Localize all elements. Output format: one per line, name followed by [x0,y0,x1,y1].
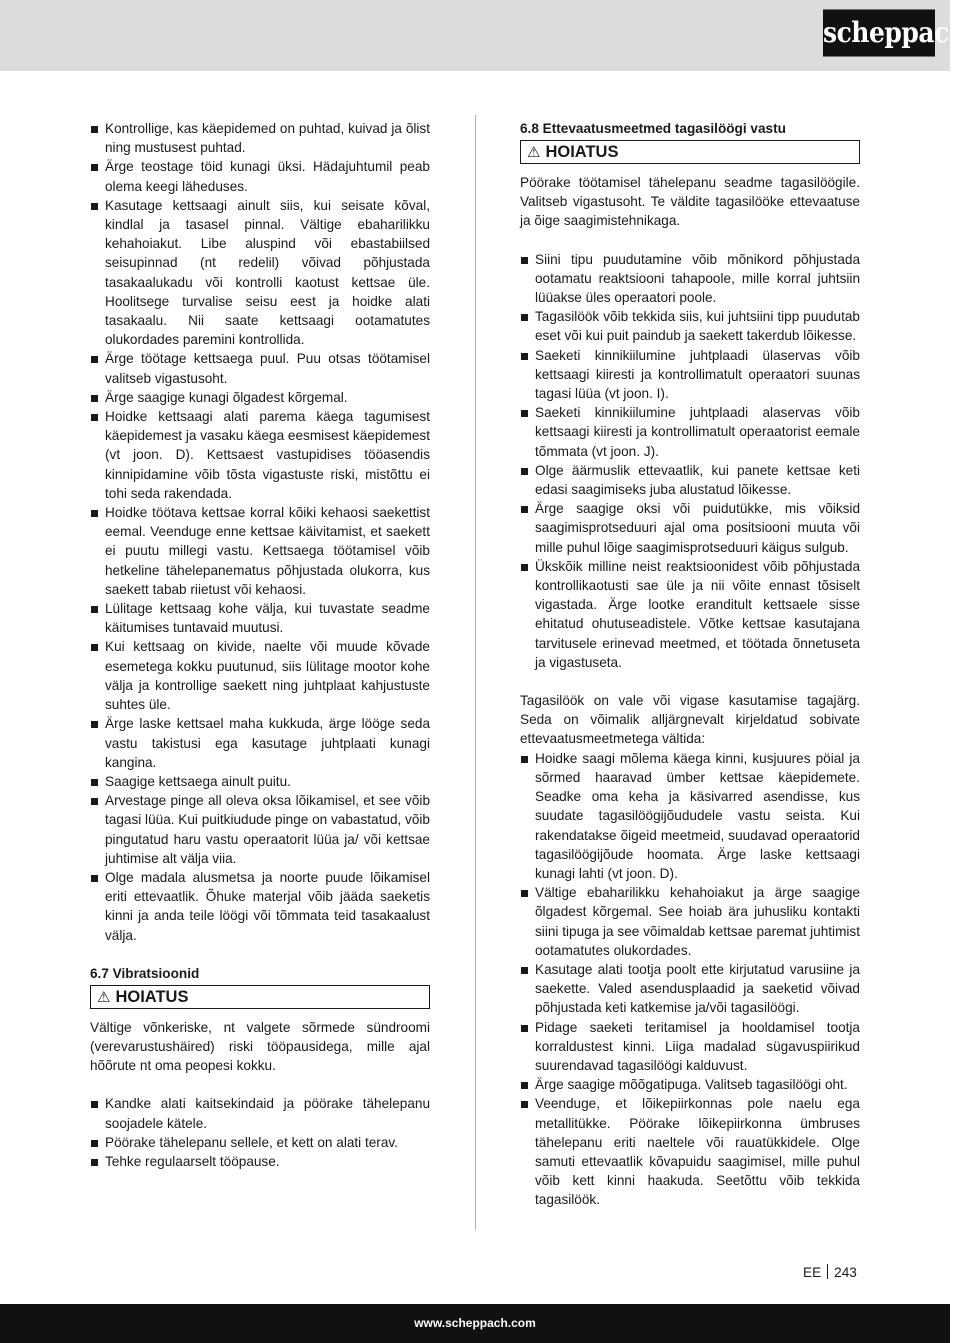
list-item: Olge madala alusmetsa ja noorte puude lõikamisel eriti ettevaatlik. Õhuke materjal võib jääda saeketis kinni ja anda teile löögi või tõmmata teid tasakaalust välja. [90,868,430,945]
warning-box [520,140,860,164]
kickback-causes-list [520,250,860,672]
footer-bar [0,1304,950,1343]
warning-text: Pöörake töötamisel tähelepanu seadme tagasilöögile. Valitseb vigastusoht. Te väldite tagasilööke ettevaatuse ja õige saagimistehnikaga. [520,175,860,229]
page-number-value: 243 [834,1265,857,1280]
section-title-kickback: 6.8 Ettevaatusmeetmed tagasilöögi vastu [520,121,786,136]
list-item: Ärge saagige mõõgatipuga. Valitseb tagasilöögi oht. [520,1075,860,1094]
page-number [803,1264,857,1280]
list-item: Hoidke kettsaagi alati parema käega tagumisest käepidemest ja vasaku käega eesmisest käepidemest (vt joon. D). Kettsaest vastupidises tööasendis kinnipidamine võib tõsta vigastuste riski, mistõttu ei tohi seda rakendada. [90,407,430,503]
list-item: Kasutage alati tootja poolt ette kirjutatud varusiine ja saekette. Valed asendusplaadid ja saeketid võivad põhjustada keti katkemise ja/või tagasilöögi. [520,960,860,1018]
list-item: Saeketi kinnikiilumine juhtplaadi alaservas võib kettsaagi kiiresti ja kontrollimatult operaatorist eemale tõmmata (vt joon. J). [520,403,860,461]
list-item: Ärge teostage töid kunagi üksi. Hädajuhtumil peab olema keegi läheduses. [90,157,430,195]
header-bar [0,0,966,71]
warning-label: HOIATUS [545,143,619,161]
list-item: Pidage saeketi teritamisel ja hooldamisel tootja korraldustest kinni. Liiga madalad sügavuspiirikud suurendavad tagasilöögi kalduvust. [520,1018,860,1076]
warning-triangle-icon: ⚠ [97,988,111,1006]
warning-box [90,985,430,1009]
list-item: Olge äärmuslik ettevaatlik, kui panete kettsae keti edasi saagimiseks juba alustatud lõikesse. [520,461,860,499]
safety-list-left [90,119,430,945]
list-item: Vältige ebaharilikku kehahoiakut ja ärge saagige õlgadest kõrgemal. See hoiab ära juhusliku kontakti siini tipuga ja see võimaldab kettsae paremat juhtimist ootamatutes olukordades. [520,883,860,960]
left-column [90,119,430,1171]
list-item: Lülitage kettsaag kohe välja, kui tuvastate seadme käitumises tuntavaid muutusi. [90,599,430,637]
right-column [520,119,860,1210]
language-code: EE [803,1265,822,1280]
list-item: Kui kettsaag on kivide, naelte või muude kõvade esemetega kokku puutunud, siis lülitage mootor kohe välja ja kontrollige saekett ning juhtplaat kahjustuste suhtes üle. [90,637,430,714]
vibration-list [90,1094,430,1171]
list-item: Tehke regulaarselt tööpause. [90,1152,430,1171]
warning-text: Vältige võnkeriske, nt valgete sõrmede sündroomi (verevarustushäired) riski tööpausidega, mille ajal hõõrute nt oma peopesi kokku. [90,1019,430,1074]
kickback-paragraph: Tagasilöök on vale või vigase kasutamise tagajärg. Seda on võimalik alljärgnevalt kirjeldatud sobivate ettevaatusmeetmetega vältida: [520,693,860,747]
section-title-vibrations: 6.7 Vibratsioonid [90,965,200,981]
list-item: Ärge laske kettsael maha kukkuda, ärge lööge seda vastu takistusi ega kasutage juhtplaati kunagi kangina. [90,714,430,772]
list-item: Ärge saagige kunagi õlgadest kõrgemal. [90,388,430,407]
list-item: Pöörake tähelepanu sellele, et kett on alati terav. [90,1133,430,1152]
warning-triangle-icon: ⚠ [527,144,541,161]
list-item: Kasutage kettsaagi ainult siis, kui seisate kõval, kindlal ja tasasel pinnal. Vältige ebaharilikku kehahoiakut. Libe aluspind või ebastabiilsed seisupinnad (nt redelil) võivad põhjustada tasakaalukadu või kontrolli kaotust kettsae üle. Hoolitsege turvalise seisu eest ja hoidke alati tasakaalu. Nii saate kettsaagi ootamatutes olukordades paremini kontrollida. [90,196,430,350]
list-item: Kandke alati kaitsekindaid ja pöörake tähelepanu soojadele kätele. [90,1094,430,1132]
list-item: Tagasilöök võib tekkida siis, kui juhtsiini tipp puudutab eset või kui puit paindub ja saekett takerdub lõikesse. [520,307,860,345]
column-divider [475,115,476,1230]
list-item: Saeketi kinnikiilumine juhtplaadi ülaservas võib kettsaagi kiiresti ja kontrollimatult operaatori suunas tagasi lüüa (vt joon. I). [520,346,860,404]
scheppach-logo: scheppach [823,9,935,56]
list-item: Hoidke töötava kettsae korral kõiki kehaosi saekettist eemal. Veenduge enne kettsae käivitamist, et saekett ei puutu millegi vastu. Kettsaega töötamisel võib hetkeline tähelepanematus põhjustada olukorra, kus saekett tabab riietust või kehaosi. [90,503,430,599]
list-item: Siini tipu puudutamine võib mõnikord põhjustada ootamatu reaktsiooni tahapoole, mille korral juhtsiin lüüakse üles operaatori poole. [520,250,860,308]
list-item: Kontrollige, kas käepidemed on puhtad, kuivad ja õlist ning mustusest puhtad. [90,119,430,157]
list-item: Arvestage pinge all oleva oksa lõikamisel, et see võib tagasi lüüa. Kui puitkiudude pinge on vabastatud, võib pingutatud haru vastu operaatorit lüüa ja/ või kettsae juhtimise alt välja viia. [90,791,430,868]
list-item: Saagige kettsaega ainult puitu. [90,772,430,791]
list-item: Hoidke saagi mõlema käega kinni, kusjuures pöial ja sõrmed haaravad ümber kettsae käepidemete. Seadke oma keha ja käsivarred asendisse, kus suudate tagasilöögijõududele vastu seista. Kui rakendatakse õigeid meetmeid, suudavad operaatorid tagasilöögijõude hoomata. Ärge laske kettsaagi kunagi lahti (vt joon. D). [520,749,860,883]
list-item: Ükskõik milline neist reaktsioonidest võib põhjustada kontrollikaotusti sae üle ja nii võite ennast tõsiselt vigastada. Ärge lootke eranditult kettsaele sisse ehitatud ohutuseadistele. Võtke kettsae kasutajana tarvitusele erinevad meetmed, et töötada õnnetuseta ja vigastuseta. [520,557,860,672]
footer-url[interactable]: www.scheppach.com [414,1316,536,1330]
kickback-prevention-list [520,749,860,1210]
list-item: Veenduge, et lõikepiirkonnas pole naelu ega metallitükke. Pöörake lõikepiirkonna ümbruses tähelepanu eriti naeltele või rauatükkidele. Olge samuti ettevaatlik kõvapuidu saagimisel, mille puhul võib kett kinni haakuda. Seetõttu võib tekkida tagasilöök. [520,1094,860,1209]
list-item: Ärge töötage kettsaega puul. Puu otsas töötamisel valitseb vigastusoht. [90,349,430,387]
list-item: Ärge saagige oksi või puidutükke, mis võiksid saagimisprotseduuri ajal oma positsiooni muuta või mille puhul lõige saagimisprotseduuri käigus sulgub. [520,499,860,557]
warning-label: HOIATUS [115,987,189,1006]
